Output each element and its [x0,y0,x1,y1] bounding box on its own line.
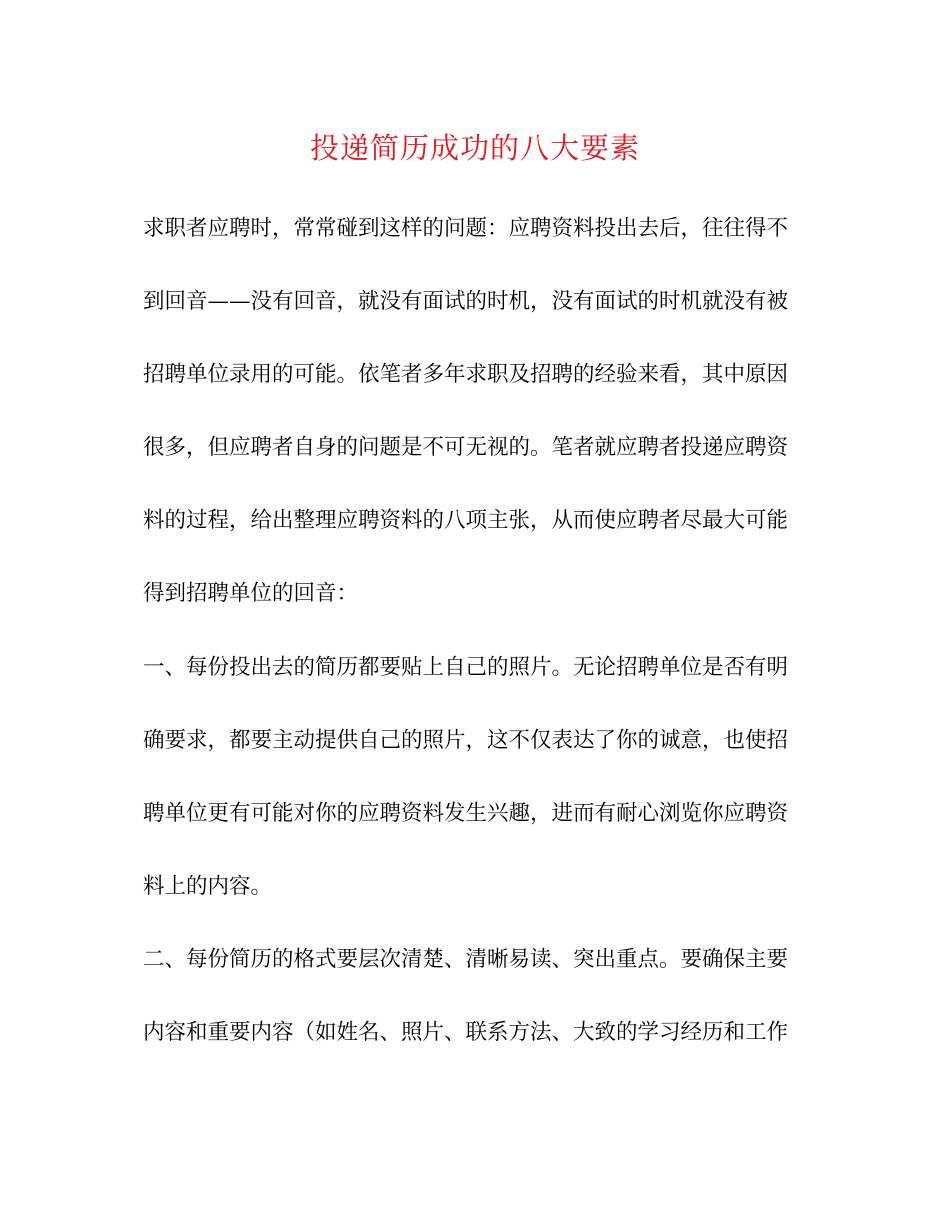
text-line: 二、每份简历的格式要层次清楚、清晰易读、突出重点。要确保主要 [143,946,789,972]
text-line: 料的过程，给出整理应聘资料的八项主张，从而使应聘者尽最大可能 [143,508,789,534]
text-line: 得到招聘单位的回音： [143,581,359,607]
document-title: 投递简历成功的八大要素 [309,131,640,165]
text-line: 一、每份投出去的简历都要贴上自己的照片。无论招聘单位是否有明 [143,654,789,680]
text-line: 很多，但应聘者自身的问题是不可无视的。笔者就应聘者投递应聘资 [143,435,789,461]
text-line: 料上的内容。 [143,873,273,899]
document-body [143,209,807,1086]
text-line: 求职者应聘时，常常碰到这样的问题：应聘资料投出去后，往往得不 [143,216,789,241]
text-line: 到回音——没有回音，就没有面试的时机，没有面试的时机就没有被 [143,289,789,315]
text-line: 招聘单位录用的可能。依笔者多年求职及招聘的经验来看，其中原因 [143,362,789,388]
text-line: 聘单位更有可能对你的应聘资料发生兴趣，进而有耐心浏览你应聘资 [143,800,789,826]
text-line: 内容和重要内容（如姓名、照片、联系方法、大致的学习经历和工作 [143,1020,789,1046]
text-line: 确要求，都要主动提供自己的照片，这不仅表达了你的诚意，也使招 [143,727,789,753]
